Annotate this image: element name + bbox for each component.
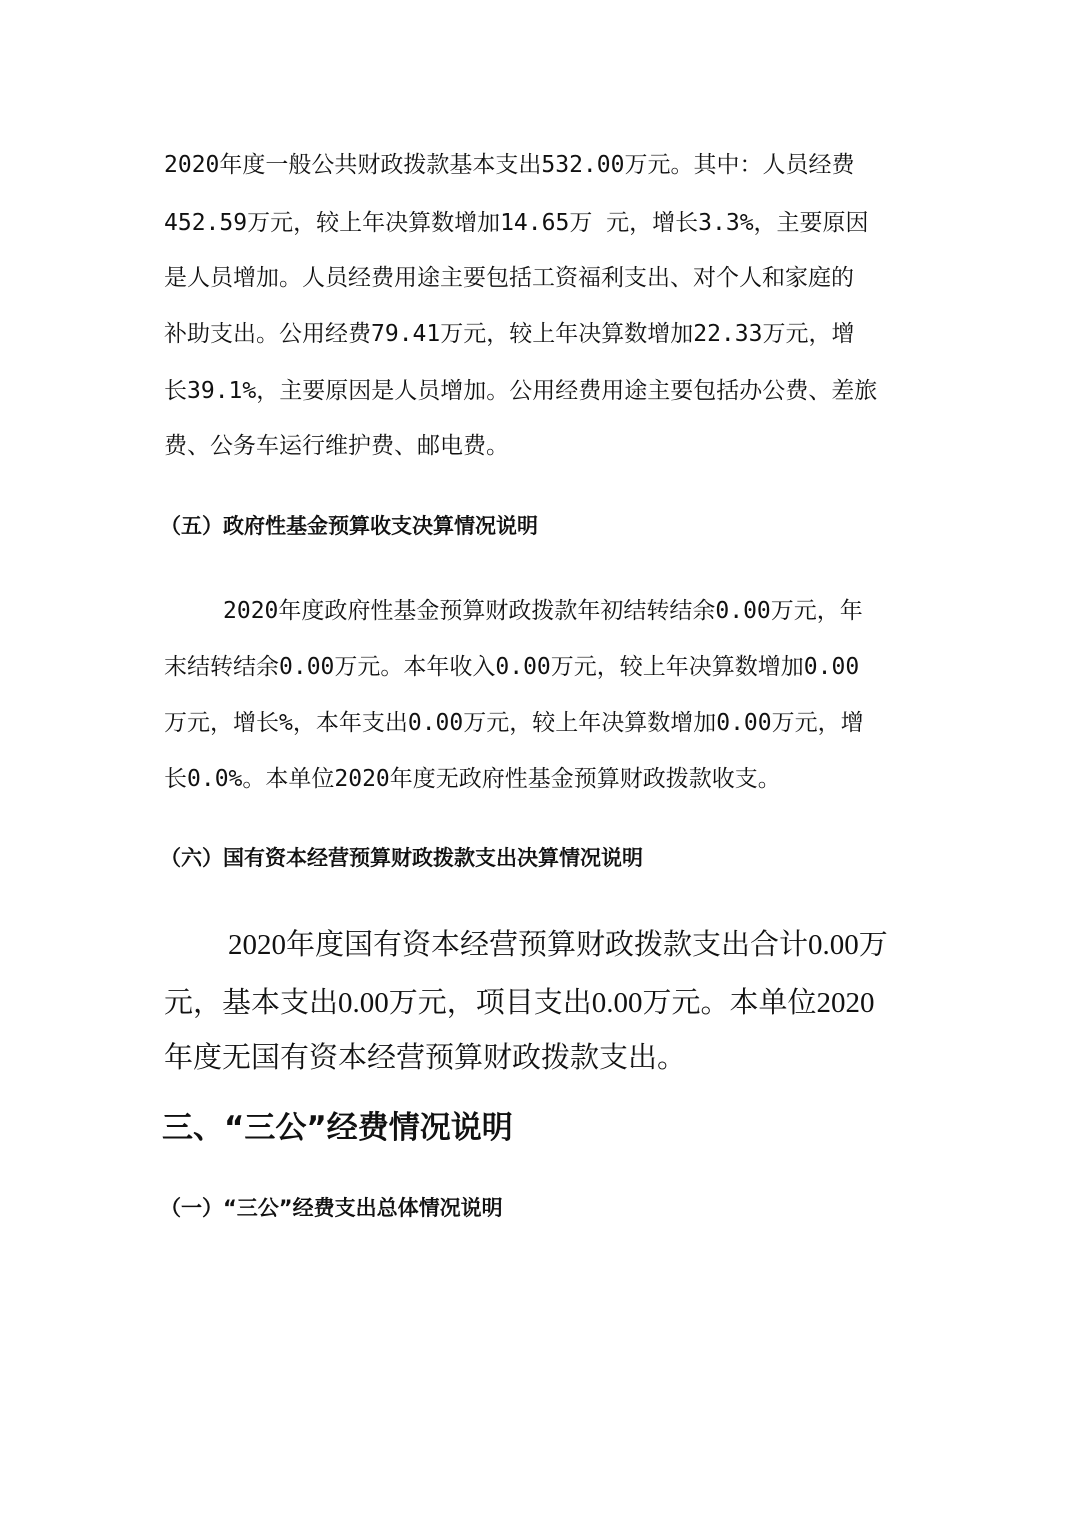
section-three-subheading: （一）“三公”经费支出总体情况说明 [160,1196,503,1220]
paragraph-line: 2020年度国有资本经营预算财政拨款支出合计0.00万 [228,929,888,961]
section-three-heading: 三、“三公”经费情况说明 [162,1110,513,1146]
paragraph-line: 2020年度政府性基金预算财政拨款年初结转结余0.00万元，年 [223,598,863,624]
paragraph-line: 费、公务车运行维护费、邮电费。 [164,433,509,459]
paragraph-line: 长39.1%，主要原因是人员增加。公用经费用途主要包括办公费、差旅 [164,378,878,404]
paragraph-line: 年度无国有资本经营预算财政拨款支出。 [164,1042,687,1074]
paragraph-line: 2020年度一般公共财政拨款基本支出532.00万元。其中：人员经费 [164,152,855,178]
paragraph-line: 万元，增长%，本年支出0.00万元，较上年决算数增加0.00万元，增 [164,710,864,736]
paragraph-line: 元，基本支出0.00万元，项目支出0.00万元。本单位2020 [164,987,875,1019]
paragraph-line: 452.59万元，较上年决算数增加14.65万 元，增长3.3%，主要原因 [164,210,869,236]
paragraph-line: 补助支出。公用经费79.41万元，较上年决算数增加22.33万元，增 [164,321,855,347]
section-five-heading: （五）政府性基金预算收支决算情况说明 [160,514,538,538]
paragraph-line: 末结转结余0.00万元。本年收入0.00万元，较上年决算数增加0.00 [164,654,860,680]
section-six-heading: （六）国有资本经营预算财政拨款支出决算情况说明 [160,846,643,870]
paragraph-line: 长0.0%。本单位2020年度无政府性基金预算财政拨款收支。 [164,766,781,792]
paragraph-line: 是人员增加。人员经费用途主要包括工资福利支出、对个人和家庭的 [164,265,854,291]
